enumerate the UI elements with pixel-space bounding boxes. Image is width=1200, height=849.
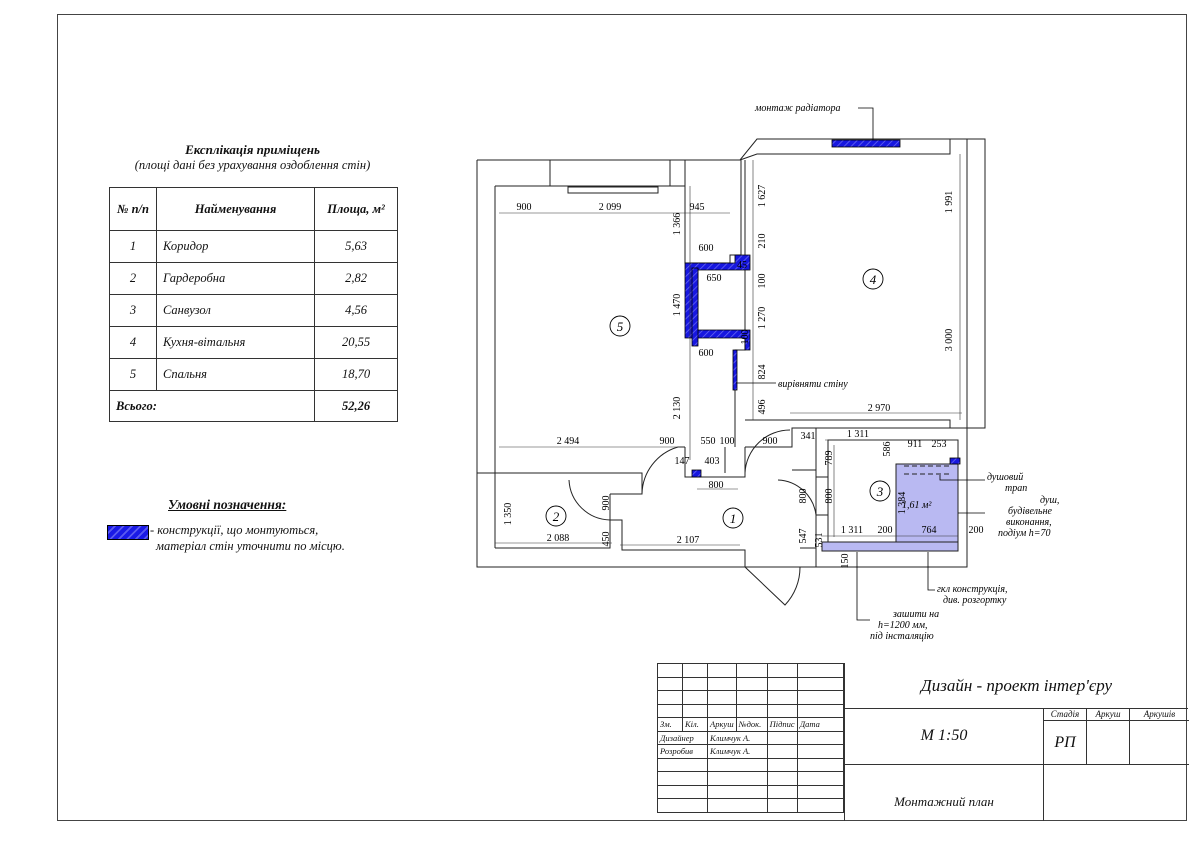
explication-subtitle: (площі дані без урахування оздоблення стін) bbox=[134, 158, 371, 172]
annotation-gkl: див. розгортку bbox=[943, 595, 1007, 606]
door-arc bbox=[778, 480, 816, 515]
developer-label: Розробив bbox=[658, 745, 708, 759]
stage-columns bbox=[1043, 708, 1189, 765]
dimension-text: 2 970 bbox=[867, 403, 891, 414]
dimension-text: 547 bbox=[798, 528, 809, 544]
dimension-text: 2 130 bbox=[672, 396, 683, 420]
dimension-text: 150 bbox=[840, 553, 851, 569]
dimension-text: 1 270 bbox=[757, 306, 768, 330]
total-value: 52,26 bbox=[315, 391, 398, 422]
mounted-construction bbox=[692, 470, 701, 477]
dimension-text: 800 bbox=[824, 488, 835, 504]
revision-header-row bbox=[658, 718, 844, 732]
designer-label: Дизайнер bbox=[658, 731, 708, 745]
leader-line bbox=[858, 108, 873, 140]
dimension-text: 1 311 bbox=[840, 525, 864, 536]
dimension-text: 1 384 bbox=[897, 491, 908, 515]
dimension-text: 496 bbox=[757, 399, 768, 415]
row-num: 5 bbox=[110, 359, 157, 391]
room-number: 4 bbox=[869, 272, 877, 287]
dimension-text: 100 bbox=[719, 436, 735, 447]
dimension-text: 210 bbox=[757, 233, 768, 249]
annotation-shower: виконання, bbox=[1006, 517, 1052, 528]
grid-header: Кіл. bbox=[683, 718, 708, 732]
revision-grid bbox=[657, 663, 844, 821]
dimension-text: 1 311 bbox=[846, 429, 870, 440]
mounted-construction bbox=[950, 458, 960, 464]
door-arc bbox=[642, 447, 685, 494]
dimension-text: 531 bbox=[814, 532, 825, 548]
legend-line-2: матеріал стін уточнити по місцю. bbox=[156, 539, 345, 553]
radiator-bedroom bbox=[568, 187, 658, 193]
wall bbox=[495, 473, 642, 494]
total-label: Всього: bbox=[110, 391, 315, 422]
dimension-text: 450 bbox=[601, 531, 612, 547]
dimension-text: 586 bbox=[882, 441, 893, 457]
grid-header: Зм. bbox=[658, 718, 683, 732]
project-title: Дизайн - проект інтер'єру bbox=[845, 663, 1188, 709]
drawing-name: Монтажний план bbox=[894, 794, 994, 809]
dimension-text: 800 bbox=[708, 480, 724, 491]
dimension-text: 1 350 bbox=[503, 502, 514, 526]
dimension-text: 2 494 bbox=[556, 436, 580, 447]
title-main bbox=[844, 663, 1188, 821]
sheet-value bbox=[1087, 721, 1130, 764]
dimension-text: 200 bbox=[877, 525, 893, 536]
dimension-text: 1 470 bbox=[672, 293, 683, 317]
header-area: Площа, м² bbox=[315, 188, 398, 231]
door-arc bbox=[745, 567, 800, 605]
dimension-text: 900 bbox=[659, 436, 675, 447]
row-area: 20,55 bbox=[315, 327, 398, 359]
annotation-gkl: гкл конструкція, bbox=[937, 584, 1008, 595]
grid-header: №док. bbox=[736, 718, 767, 732]
dimension-text: 650 bbox=[706, 273, 722, 284]
dimension-text: 1 627 bbox=[757, 184, 768, 208]
room-number: 2 bbox=[552, 509, 560, 524]
leader-line bbox=[857, 552, 870, 620]
annotation-sew: зашити на bbox=[893, 609, 940, 620]
dimension-text: 550 bbox=[700, 436, 716, 447]
title-block bbox=[657, 663, 1187, 821]
row-area: 4,56 bbox=[315, 295, 398, 327]
col-sheet: Аркуш bbox=[1087, 708, 1130, 721]
dimension-text: 600 bbox=[698, 243, 714, 254]
row-name: Санвузол bbox=[157, 295, 315, 327]
explication-title: Експлікація приміщень bbox=[185, 142, 320, 157]
shower-area-label: 1,61 м² bbox=[902, 500, 932, 511]
grid-header: Дата bbox=[797, 718, 843, 732]
wall bbox=[800, 548, 816, 567]
wall bbox=[735, 160, 745, 447]
wall bbox=[745, 420, 950, 428]
dimension-text: 2 088 bbox=[546, 533, 570, 544]
leader-line bbox=[928, 552, 935, 590]
row-area: 18,70 bbox=[315, 359, 398, 391]
developer-name: Климчук А. bbox=[708, 745, 768, 759]
legend-line-1: - конструкції, що монтуються, bbox=[150, 523, 319, 537]
annotation-align-wall: вирівняти стіну bbox=[778, 379, 848, 390]
dimension-text: 2 099 bbox=[598, 202, 622, 213]
header-name: Найменування bbox=[157, 188, 315, 231]
room-number: 1 bbox=[729, 511, 737, 526]
wall bbox=[495, 520, 745, 567]
dimension-text: 3 000 bbox=[944, 328, 955, 352]
annotation-shower: будівельне bbox=[1008, 506, 1052, 517]
legend-title: Умовні позначення: bbox=[168, 497, 287, 512]
dimension-text: 45 bbox=[737, 260, 747, 271]
dimension-text: 200 bbox=[968, 525, 984, 536]
stamp-blank bbox=[1043, 764, 1189, 821]
gkl-zone bbox=[822, 542, 958, 551]
dimension-text: 100 bbox=[740, 329, 751, 345]
drawing-scale: М 1:50 bbox=[845, 708, 1043, 765]
annotation-shower-drain: трап bbox=[1005, 483, 1028, 494]
dimension-text: 900 bbox=[762, 436, 778, 447]
row-name: Гардеробна bbox=[157, 263, 315, 295]
row-area: 2,82 bbox=[315, 263, 398, 295]
dimension-text: 911 bbox=[907, 439, 923, 450]
annotation-shower-drain: душовий bbox=[987, 472, 1024, 483]
dimension-text: 789 bbox=[824, 450, 835, 466]
dimension-text: 945 bbox=[689, 202, 705, 213]
annotation-sew: h=1200 мм, bbox=[878, 620, 928, 631]
row-name: Коридор bbox=[157, 231, 315, 263]
col-sheets: Аркушів bbox=[1130, 708, 1189, 721]
row-num: 2 bbox=[110, 263, 157, 295]
bedroom-window bbox=[550, 160, 670, 186]
dimension-text: 764 bbox=[921, 525, 937, 536]
row-num: 4 bbox=[110, 327, 157, 359]
mounted-construction bbox=[692, 268, 698, 346]
dimension-text: 147 bbox=[674, 456, 690, 467]
grid-header: Аркуш bbox=[708, 718, 737, 732]
row-num: 3 bbox=[110, 295, 157, 327]
mounted-construction bbox=[733, 350, 737, 390]
grid-header: Підпис bbox=[767, 718, 797, 732]
room-number: 5 bbox=[616, 319, 624, 334]
sheets-value bbox=[1130, 721, 1189, 764]
dimension-text: 341 bbox=[800, 431, 816, 442]
annotation-sew: під інсталяцію bbox=[870, 631, 934, 642]
row-name: Кухня-вітальня bbox=[157, 327, 315, 359]
radiator-mounted bbox=[832, 140, 900, 147]
annotation-radiator: монтаж радіатора bbox=[755, 103, 841, 114]
header-num: № п/п bbox=[110, 188, 157, 231]
dimension-text: 900 bbox=[601, 495, 612, 511]
dimension-text: 253 bbox=[931, 439, 947, 450]
dimension-text: 1 991 bbox=[944, 190, 955, 214]
revision-table bbox=[657, 663, 844, 813]
dimension-text: 824 bbox=[757, 364, 768, 380]
annotation-shower: душ, bbox=[1040, 495, 1060, 506]
row-name: Спальня bbox=[157, 359, 315, 391]
dimension-text: 600 bbox=[698, 348, 714, 359]
dimension-text: 900 bbox=[516, 202, 532, 213]
row-area: 5,63 bbox=[315, 231, 398, 263]
dimension-text: 2 107 bbox=[676, 535, 700, 546]
dimension-text: 800 bbox=[798, 488, 809, 504]
room-number: 3 bbox=[876, 484, 884, 499]
annotation-shower: подіум h=70 bbox=[998, 528, 1051, 539]
dimension-text: 100 bbox=[757, 273, 768, 289]
row-num: 1 bbox=[110, 231, 157, 263]
stage-value: РП bbox=[1044, 721, 1087, 764]
dimension-text: 403 bbox=[704, 456, 720, 467]
dimension-text: 1 366 bbox=[672, 212, 683, 236]
wall bbox=[950, 139, 967, 428]
col-stage: Стадія bbox=[1044, 708, 1087, 721]
designer-name: Климчук А. bbox=[708, 731, 768, 745]
